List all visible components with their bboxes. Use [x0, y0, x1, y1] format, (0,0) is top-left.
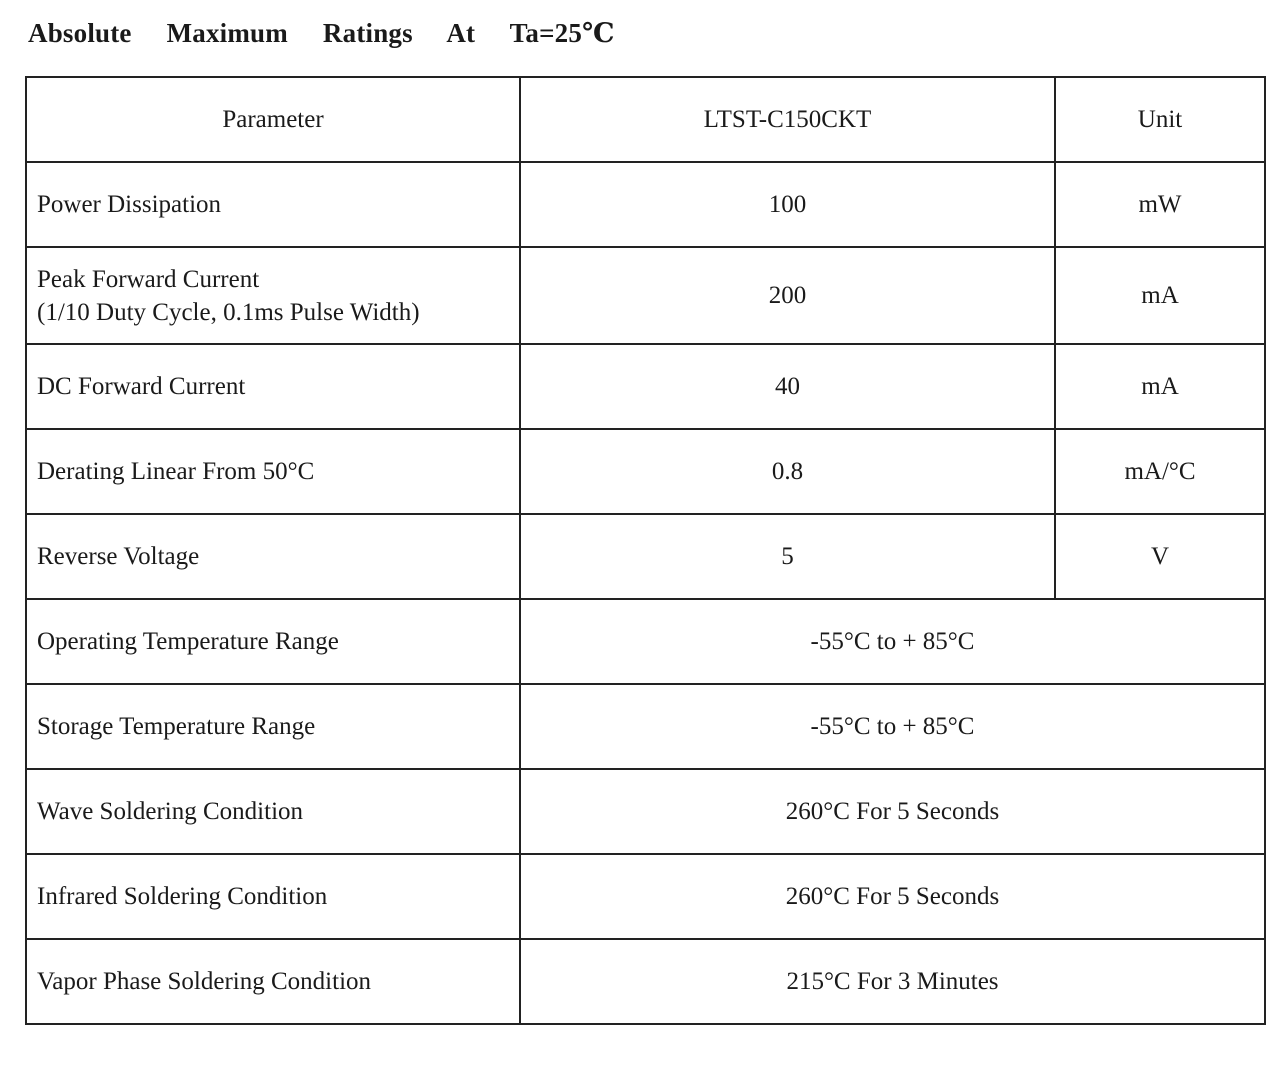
row-value: 5 [520, 514, 1055, 599]
header-unit: Unit [1055, 77, 1265, 162]
title-word-maximum: Maximum [166, 18, 288, 48]
row-parameter: Infrared Soldering Condition [26, 854, 520, 939]
row-parameter: DC Forward Current [26, 344, 520, 429]
row-parameter: Operating Temperature Range [26, 599, 520, 684]
table-row [26, 247, 1265, 344]
row-parameter: Power Dissipation [26, 162, 520, 247]
row-value: 40 [520, 344, 1055, 429]
row-value: 200 [520, 247, 1055, 344]
row-parameter: Derating Linear From 50°C [26, 429, 520, 514]
table-row [26, 854, 1265, 939]
table-row [26, 769, 1265, 854]
row-unit: mA [1055, 344, 1265, 429]
row-parameter: Storage Temperature Range [26, 684, 520, 769]
table-row [26, 162, 1265, 247]
title-word-absolute: Absolute [28, 18, 132, 48]
row-value-merged: 215°C For 3 Minutes [520, 939, 1265, 1024]
row-value-merged: 260°C For 5 Seconds [520, 769, 1265, 854]
table-row [26, 429, 1265, 514]
table-row [26, 939, 1265, 1024]
row-value-merged: -55°C to + 85°C [520, 684, 1265, 769]
row-parameter: Reverse Voltage [26, 514, 520, 599]
table-row [26, 514, 1265, 599]
table-header-row [26, 77, 1265, 162]
row-parameter: Vapor Phase Soldering Condition [26, 939, 520, 1024]
header-part-number: LTST-C150CKT [520, 77, 1055, 162]
row-unit: mA [1055, 247, 1265, 344]
row-parameter [26, 247, 520, 344]
table-row [26, 344, 1265, 429]
row-unit: mA/°C [1055, 429, 1265, 514]
header-parameter: Parameter [26, 77, 520, 162]
table-row [26, 684, 1265, 769]
ratings-table [25, 76, 1266, 1025]
title-word-at: At [446, 18, 476, 48]
row-unit: V [1055, 514, 1265, 599]
row-value-merged: -55°C to + 85°C [520, 599, 1265, 684]
row-value: 0.8 [520, 429, 1055, 514]
row-parameter: Wave Soldering Condition [26, 769, 520, 854]
table-row [26, 599, 1265, 684]
row-value: 100 [520, 162, 1055, 247]
row-parameter-note: (1/10 Duty Cycle, 0.1ms Pulse Width) [37, 298, 420, 326]
page-title [28, 18, 615, 49]
row-parameter-main: Peak Forward Current [37, 265, 260, 293]
title-word-ratings: Ratings [322, 18, 413, 48]
row-unit: mW [1055, 162, 1265, 247]
row-value-merged: 260°C For 5 Seconds [520, 854, 1265, 939]
title-word-temperature: Ta=25℃ [509, 18, 615, 48]
